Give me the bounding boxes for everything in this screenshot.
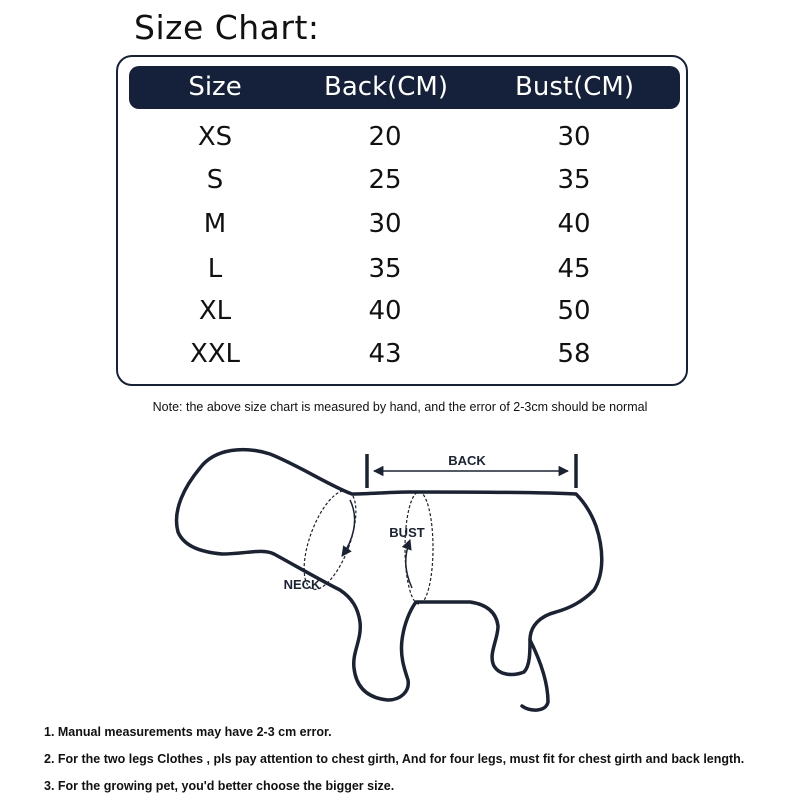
cell-size: XL (198, 296, 232, 326)
cell-bust: 50 (557, 296, 591, 326)
measurement-note: Note: the above size chart is measured by hand, and the error of 2-3cm should be normal (152, 400, 648, 414)
note-item-3: 3. For the growing pet, you'd better choose the bigger size. (44, 779, 395, 793)
dog-measurement-diagram (0, 430, 800, 720)
bust-arrow (406, 540, 412, 588)
cell-back: 35 (368, 254, 402, 284)
note-item-1: 1. Manual measurements may have 2-3 cm error. (44, 725, 332, 739)
page-title: Size Chart: (134, 8, 320, 47)
cell-bust: 40 (557, 209, 591, 239)
cell-back: 43 (368, 339, 402, 369)
cell-bust: 58 (557, 339, 591, 369)
cell-bust: 45 (557, 254, 591, 284)
header-size: Size (188, 72, 242, 102)
cell-back: 20 (368, 122, 402, 152)
header-back: Back(CM) (324, 72, 448, 102)
cell-back: 25 (368, 165, 402, 195)
cell-size: XS (197, 122, 233, 152)
cell-size: M (203, 209, 227, 239)
cell-size: L (207, 254, 223, 284)
dog-hind-leg (522, 640, 548, 710)
header-bust: Bust(CM) (515, 72, 634, 102)
cell-bust: 30 (557, 122, 591, 152)
cell-back: 40 (368, 296, 402, 326)
note-item-2: 2. For the two legs Clothes , pls pay attention to chest girth, And for four legs, must fit for chest girth and back length. (44, 752, 745, 766)
cell-back: 30 (368, 209, 402, 239)
cell-size: S (206, 165, 224, 195)
notes-list (44, 723, 744, 804)
bust-label: BUST (389, 525, 425, 540)
cell-bust: 35 (557, 165, 591, 195)
cell-size: XXL (189, 339, 241, 369)
neck-label: NECK (283, 577, 321, 592)
back-label: BACK (448, 453, 486, 468)
bust-loop (405, 492, 433, 604)
